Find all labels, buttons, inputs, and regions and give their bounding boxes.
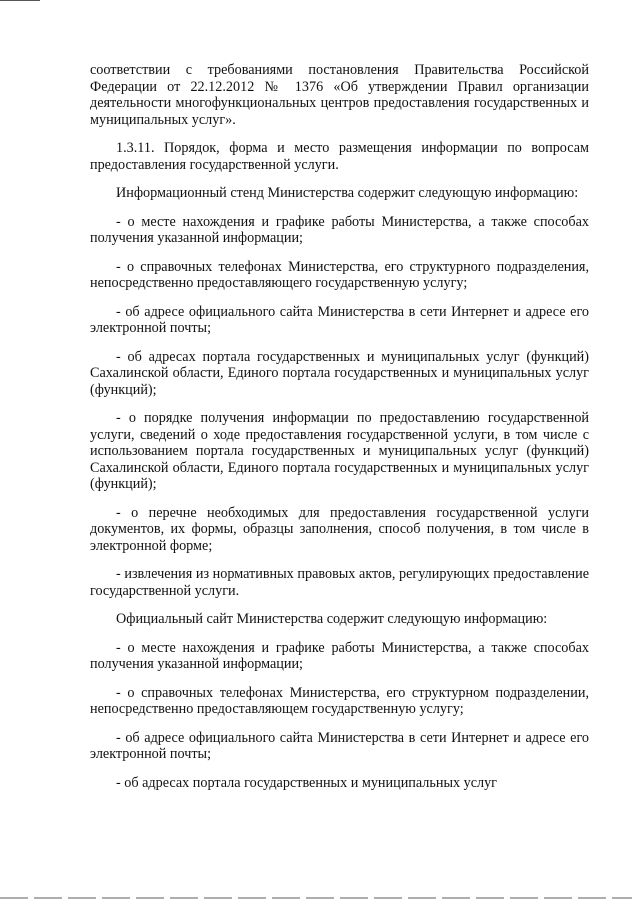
list-item: - о порядке получения информации по предоставлению государственной услуги, сведений о ходе предоставления государственной услуги, в том числе с использованием портала государственных и муниципальных услуг (функций) Сахалинской области, Единого портала государственных и муниципальных услуг (функций);: [90, 410, 589, 492]
paragraph-continuation: соответствии с требованиями постановления Правительства Российской Федерации от 22.12.2012 № 1376 «Об утверждении Правил организации деятельности многофункциональных центров предоставления государственных и муниципальных услуг».: [90, 62, 589, 128]
list-item: - об адресах портала государственных и муниципальных услуг: [116, 774, 498, 791]
list-item: - об адресе официального сайта Министерства в сети Интернет и адресе его электронной почты;: [90, 729, 589, 762]
section-heading-1-3-11: 1.3.11. Порядок, форма и место размещения информации по вопросам предоставления государственной услуги.: [90, 140, 589, 173]
scan-edge-top: [0, 0, 40, 1]
list-item: - о справочных телефонах Министерства, его структурного подразделения, непосредственно предоставляющего государственную услугу;: [90, 258, 589, 291]
list-item: - о перечне необходимых для предоставления государственной услуги документов, их формы, образцы заполнения, способ получения, в том числе в электронной форме;: [90, 504, 589, 554]
list-item: - о месте нахождения и графике работы Министерства, а также способах получения указанной информации;: [90, 213, 589, 246]
list-item: - о справочных телефонах Министерства, его структурном подразделении, непосредственно предоставляющем государственную услугу;: [90, 684, 589, 717]
paragraph-stand-intro: Информационный стенд Министерства содержит следующую информацию:: [116, 185, 579, 201]
list-item: - извлечения из нормативных правовых актов, регулирующих предоставление государственной услуги.: [90, 566, 589, 599]
scan-edge-bottom: [0, 897, 632, 899]
list-item: - об адресах портала государственных и муниципальных услуг (функций) Сахалинской области, Единого портала государственных и муниципальных услуг (функций);: [90, 348, 589, 398]
list-item: - об адресе официального сайта Министерства в сети Интернет и адресе его электронной почты;: [90, 303, 589, 336]
list-item: - о месте нахождения и графике работы Министерства, а также способах получения указанной информации;: [90, 639, 589, 672]
paragraph-site-intro: Официальный сайт Министерства содержит следующую информацию:: [116, 611, 548, 627]
document-page: [90, 62, 589, 803]
